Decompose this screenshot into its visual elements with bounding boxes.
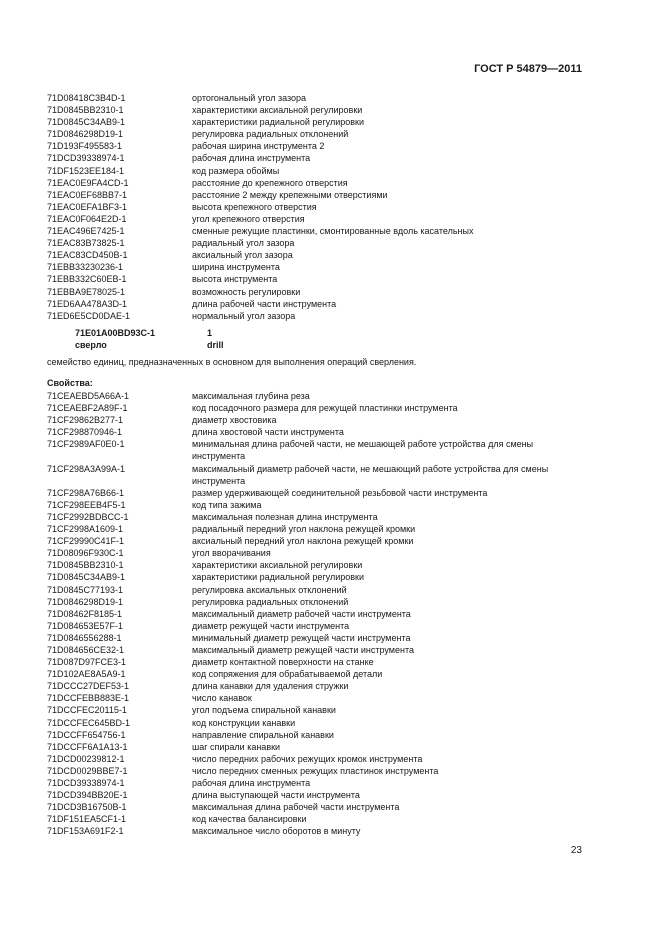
property-code: 71CF298A76B66-1 <box>47 487 125 498</box>
property-row <box>47 237 587 249</box>
property-description: характеристики радиальной регулировки <box>192 572 364 583</box>
property-row <box>47 535 587 547</box>
property-code: 71D084653E57F-1 <box>47 620 124 631</box>
property-description: максимальный диаметр режущей части инструмента <box>192 644 414 655</box>
property-code: 71DCCFF654756-1 <box>47 729 126 740</box>
page-number: 23 <box>570 845 582 856</box>
property-description: угол подъема спиральной канавки <box>192 705 336 716</box>
class-description: семейство единиц, предназначенных в основном для выполнения операций сверления. <box>47 357 417 367</box>
property-code: 71DCD394BB20E-1 <box>47 790 128 801</box>
property-description: максимальный диаметр рабочей части, не мешающий работе устройства для смены инструмента <box>192 463 549 486</box>
property-row <box>47 438 587 462</box>
property-row <box>47 644 587 656</box>
property-code: 71CEAEBD5A66A-1 <box>47 391 130 401</box>
property-code: 71DCD0029BBE7-1 <box>47 765 128 776</box>
property-row <box>47 225 587 237</box>
property-row <box>47 152 587 164</box>
property-description: диаметр режущей части инструмента <box>192 620 350 631</box>
property-row <box>47 201 587 213</box>
property-code: 71D0846298D19-1 <box>47 596 124 607</box>
property-code: 71ED6E5CD0DAE-1 <box>47 310 131 321</box>
property-description: расстояние 2 между крепежными отверстиями <box>192 189 388 200</box>
property-row <box>47 463 587 487</box>
property-code: 71DCCC27DEF53-1 <box>47 681 130 692</box>
property-row <box>47 426 587 438</box>
property-row <box>47 511 587 523</box>
property-code: 71D087D97FCE3-1 <box>47 657 127 668</box>
property-description: угол вворачивания <box>192 548 271 559</box>
property-row <box>47 571 587 583</box>
property-description: аксиальный угол зазора <box>192 250 293 261</box>
property-description: длина рабочей части инструмента <box>192 298 337 309</box>
property-code: 71CF2998A1609-1 <box>47 524 124 535</box>
property-row <box>47 741 587 753</box>
property-row <box>47 286 587 298</box>
property-description: высота инструмента <box>192 274 278 285</box>
property-row <box>47 559 587 571</box>
property-description: регулировка аксиальных отклонений <box>192 584 347 595</box>
class-number: 1 <box>207 328 213 338</box>
property-row <box>47 92 587 104</box>
property-description: размер удерживающей соединительной резьбовой части инструмента <box>192 487 488 498</box>
property-row <box>47 390 587 402</box>
property-description: код качества балансировки <box>192 814 307 825</box>
property-row <box>47 499 587 511</box>
property-row <box>47 584 587 596</box>
property-code: 71DCD39338974-1 <box>47 778 125 788</box>
property-description: сменные режущие пластинки, смонтированные вдоль касательных <box>192 226 474 237</box>
property-description: характеристики аксиальной регулировки <box>192 105 363 116</box>
class-name-en: drill <box>207 340 224 351</box>
property-description: код конструкции канавки <box>192 717 296 728</box>
property-row <box>47 414 587 426</box>
property-row <box>47 608 587 620</box>
property-description: регулировка радиальных отклонений <box>192 596 349 607</box>
property-code: 71DF153A691F2-1 <box>47 826 124 837</box>
class-code: 71E01A00BD93C-1 <box>75 328 156 338</box>
property-code: 71EAC83B73825-1 <box>47 238 125 249</box>
property-row <box>47 596 587 608</box>
property-code: 71EBB332C60EB-1 <box>47 274 127 285</box>
property-description: код типа зажима <box>192 499 262 510</box>
property-description: код сопряжения для обрабатываемой детали <box>192 669 383 680</box>
property-row <box>47 249 587 261</box>
property-description: характеристики радиальной регулировки <box>192 117 364 128</box>
property-code: 71DCD3B16750B-1 <box>47 802 127 813</box>
property-code: 71DCCFEBB883E-1 <box>47 693 130 704</box>
property-description: код посадочного размера для режущей пластинки инструмента <box>192 403 458 414</box>
property-code: 71D08462F8185-1 <box>47 608 123 619</box>
property-row <box>47 189 587 201</box>
property-description: радиальный угол зазора <box>192 238 295 249</box>
property-row <box>47 656 587 668</box>
property-description: максимальная полезная длина инструмента <box>192 511 378 522</box>
property-description: характеристики аксиальной регулировки <box>192 560 363 571</box>
property-code: 71D0846298D19-1 <box>47 129 124 140</box>
property-code: 71CF298EEB4F5-1 <box>47 499 126 510</box>
property-description: длина хвостовой части инструмента <box>192 427 344 438</box>
property-row <box>47 402 587 414</box>
class-heading <box>75 327 224 351</box>
property-description: максимальный диаметр рабочей части инструмента <box>192 608 411 619</box>
property-row <box>47 140 587 152</box>
property-row <box>47 680 587 692</box>
property-code: 71DCD39338974-1 <box>47 153 125 164</box>
property-description: нормальный угол зазора <box>192 310 296 321</box>
property-code: 71D084656CE32-1 <box>47 644 125 655</box>
property-description: аксиальный передний угол наклона режущей кромки <box>192 536 414 547</box>
property-row <box>47 487 587 499</box>
property-code: 71D0845C77193-1 <box>47 584 124 595</box>
property-list-2 <box>47 390 587 837</box>
properties-label: Свойства: <box>47 378 93 388</box>
property-description: ширина инструмента <box>192 262 280 273</box>
class-name-ru: сверло <box>75 340 107 351</box>
property-description: длина выступающей части инструмента <box>192 790 360 801</box>
property-code: 71D0845C34AB9-1 <box>47 117 126 128</box>
property-row <box>47 777 587 789</box>
property-row <box>47 104 587 116</box>
property-description: расстояние до крепежного отверстия <box>192 177 348 188</box>
property-code: 71EAC496E7425-1 <box>47 226 125 237</box>
property-description: рабочая длина инструмента <box>192 778 311 788</box>
property-code: 71D102AE8A5A9-1 <box>47 669 126 680</box>
property-row <box>47 547 587 559</box>
property-row <box>47 789 587 801</box>
property-description: число передних сменных режущих пластинок инструмента <box>192 765 439 776</box>
property-description: угол крепежного отверстия <box>192 213 305 224</box>
property-description: направление спиральной канавки <box>192 729 334 740</box>
property-row <box>47 704 587 716</box>
property-description: рабочая длина инструмента <box>192 153 311 164</box>
property-description: минимальный диаметр режущей части инструмента <box>192 632 411 643</box>
property-code: 71EBB33230236-1 <box>47 262 124 273</box>
property-description: число передних рабочих режущих кромок инструмента <box>192 753 423 764</box>
property-code: 71DF151EA5CF1-1 <box>47 814 127 825</box>
property-code: 71CEAEBF2A89F-1 <box>47 403 128 414</box>
property-code: 71EAC0EF68BB7-1 <box>47 189 128 200</box>
property-code: 71ED6AA478A3D-1 <box>47 298 128 309</box>
property-description: ортогональный угол зазора <box>192 93 307 103</box>
property-description: минимальная длина рабочей части, не мешающей работе устройства для смены инструмента <box>192 439 534 462</box>
property-description: радиальный передний угол наклона режущей кромки <box>192 524 416 535</box>
property-row <box>47 261 587 273</box>
property-code: 71EAC0E9FA4CD-1 <box>47 177 129 188</box>
property-row <box>47 753 587 765</box>
property-row <box>47 632 587 644</box>
property-code: 71CF298870946-1 <box>47 427 123 438</box>
property-row <box>47 729 587 741</box>
property-row <box>47 523 587 535</box>
property-row <box>47 717 587 729</box>
property-row <box>47 177 587 189</box>
property-row <box>47 310 587 322</box>
property-description: регулировка радиальных отклонений <box>192 129 349 140</box>
property-description: число канавок <box>192 693 252 704</box>
property-code: 71DCCFEC645BD-1 <box>47 717 131 728</box>
property-code: 71DCD00239812-1 <box>47 753 125 764</box>
property-row <box>47 620 587 632</box>
property-code: 71DF1523EE184-1 <box>47 165 125 176</box>
property-row <box>47 825 587 837</box>
property-row <box>47 165 587 177</box>
property-description: рабочая ширина инструмента 2 <box>192 141 325 152</box>
property-code: 71CF2992BDBCC-1 <box>47 511 129 522</box>
property-description: диаметр хвостовика <box>192 415 277 426</box>
property-row <box>47 273 587 285</box>
property-code: 71EAC0F064E2D-1 <box>47 213 127 224</box>
property-code: 71EBBA9E78025-1 <box>47 286 126 297</box>
property-description: диаметр контактной поверхности на станке <box>192 657 374 668</box>
standard-header: ГОСТ Р 54879—2011 <box>474 63 582 75</box>
property-description: код размера обоймы <box>192 165 280 176</box>
property-description: возможность регулировки <box>192 286 301 297</box>
property-row <box>47 692 587 704</box>
property-description: максимальная глубина реза <box>192 391 310 401</box>
property-code: 71D0846556288-1 <box>47 632 122 643</box>
property-row <box>47 801 587 813</box>
property-code: 71D0845BB2310-1 <box>47 560 124 571</box>
property-list-1 <box>47 92 587 322</box>
property-code: 71CF2989AF0E0-1 <box>47 439 125 450</box>
property-code: 71DCCFF6A1A13-1 <box>47 741 128 752</box>
property-row <box>47 128 587 140</box>
property-row <box>47 298 587 310</box>
property-code: 71D0845BB2310-1 <box>47 105 124 116</box>
property-row <box>47 213 587 225</box>
property-code: 71CF29862B277-1 <box>47 415 124 426</box>
property-code: 71EAC0EFA1BF3-1 <box>47 201 128 212</box>
property-code: 71CF298A3A99A-1 <box>47 463 126 474</box>
property-code: 71D193F495583-1 <box>47 141 123 152</box>
property-row <box>47 116 587 128</box>
property-row <box>47 668 587 680</box>
property-code: 71D0845C34AB9-1 <box>47 572 126 583</box>
property-code: 71D08418C3B4D-1 <box>47 93 126 103</box>
property-description: максимальная длина рабочей части инструмента <box>192 802 400 813</box>
property-code: 71DCCFEC20115-1 <box>47 705 127 716</box>
property-code: 71D08096F930C-1 <box>47 548 124 559</box>
property-description: высота крепежного отверстия <box>192 201 317 212</box>
property-code: 71CF29990C41F-1 <box>47 536 125 547</box>
property-row <box>47 813 587 825</box>
property-row <box>47 765 587 777</box>
property-description: шаг спирали канавки <box>192 741 281 752</box>
property-description: длина канавки для удаления стружки <box>192 681 349 692</box>
property-description: максимальное число оборотов в минуту <box>192 826 361 837</box>
property-code: 71EAC83CD450B-1 <box>47 250 128 261</box>
